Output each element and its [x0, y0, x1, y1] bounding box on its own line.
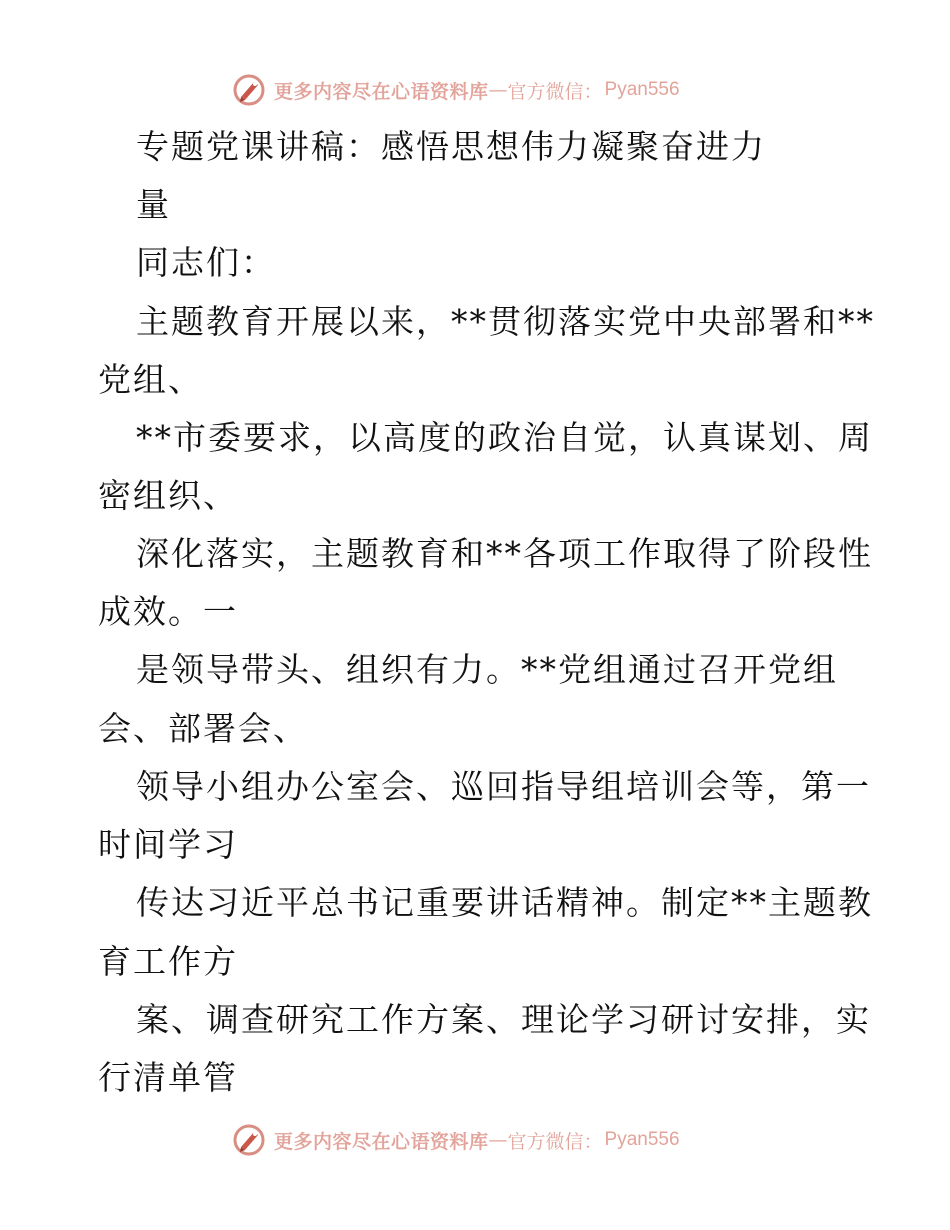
body-line: 党组、 [98, 360, 203, 399]
body-line: 育工作方 [98, 942, 238, 981]
body-line: 案、调查研究工作方案、理论学习研讨安排，实 [136, 1000, 871, 1039]
watermark-wechat-id: Pyan556 [604, 1129, 680, 1150]
header-watermark [232, 72, 680, 108]
body-line: 成效。一 [98, 592, 238, 631]
watermark-main-text: 更多内容尽在心语资料库 [274, 80, 489, 103]
body-line: 主题教育开展以来，**贯彻落实党中央部署和** [136, 302, 875, 341]
watermark-wechat-label: 官方微信： [507, 1130, 603, 1153]
watermark-main-text: 更多内容尽在心语资料库 [274, 1130, 489, 1153]
salutation: 同志们： [136, 243, 276, 282]
body-line: 会、部署会、 [98, 709, 308, 748]
body-line: **市委要求，以高度的政治自觉，认真谋划、周 [136, 418, 873, 457]
watermark-wechat-label: 官方微信： [507, 80, 603, 103]
watermark-separator: — [488, 79, 508, 101]
body-line: 行清单管 [98, 1058, 238, 1097]
body-line: 时间学习 [98, 825, 238, 864]
footer-watermark [232, 1122, 680, 1158]
pen-nib-logo-icon [232, 73, 266, 107]
document-title-line-2: 量 [136, 185, 171, 224]
body-line: 传达习近平总书记重要讲话精神。制定**主题教 [136, 883, 873, 922]
watermark-separator: — [488, 1129, 508, 1151]
watermark-wechat-id: Pyan556 [604, 79, 680, 100]
pen-nib-logo-icon [232, 1123, 266, 1157]
body-line: 领导小组办公室会、巡回指导组培训会等，第一 [136, 767, 871, 806]
body-line: 深化落实，主题教育和**各项工作取得了阶段性 [136, 534, 873, 573]
body-line: 是领导带头、组织有力。**党组通过召开党组 [136, 650, 838, 689]
document-title-line-1: 专题党课讲稿：感悟思想伟力凝聚奋进力 [136, 127, 766, 166]
body-line: 密组织、 [98, 476, 238, 515]
